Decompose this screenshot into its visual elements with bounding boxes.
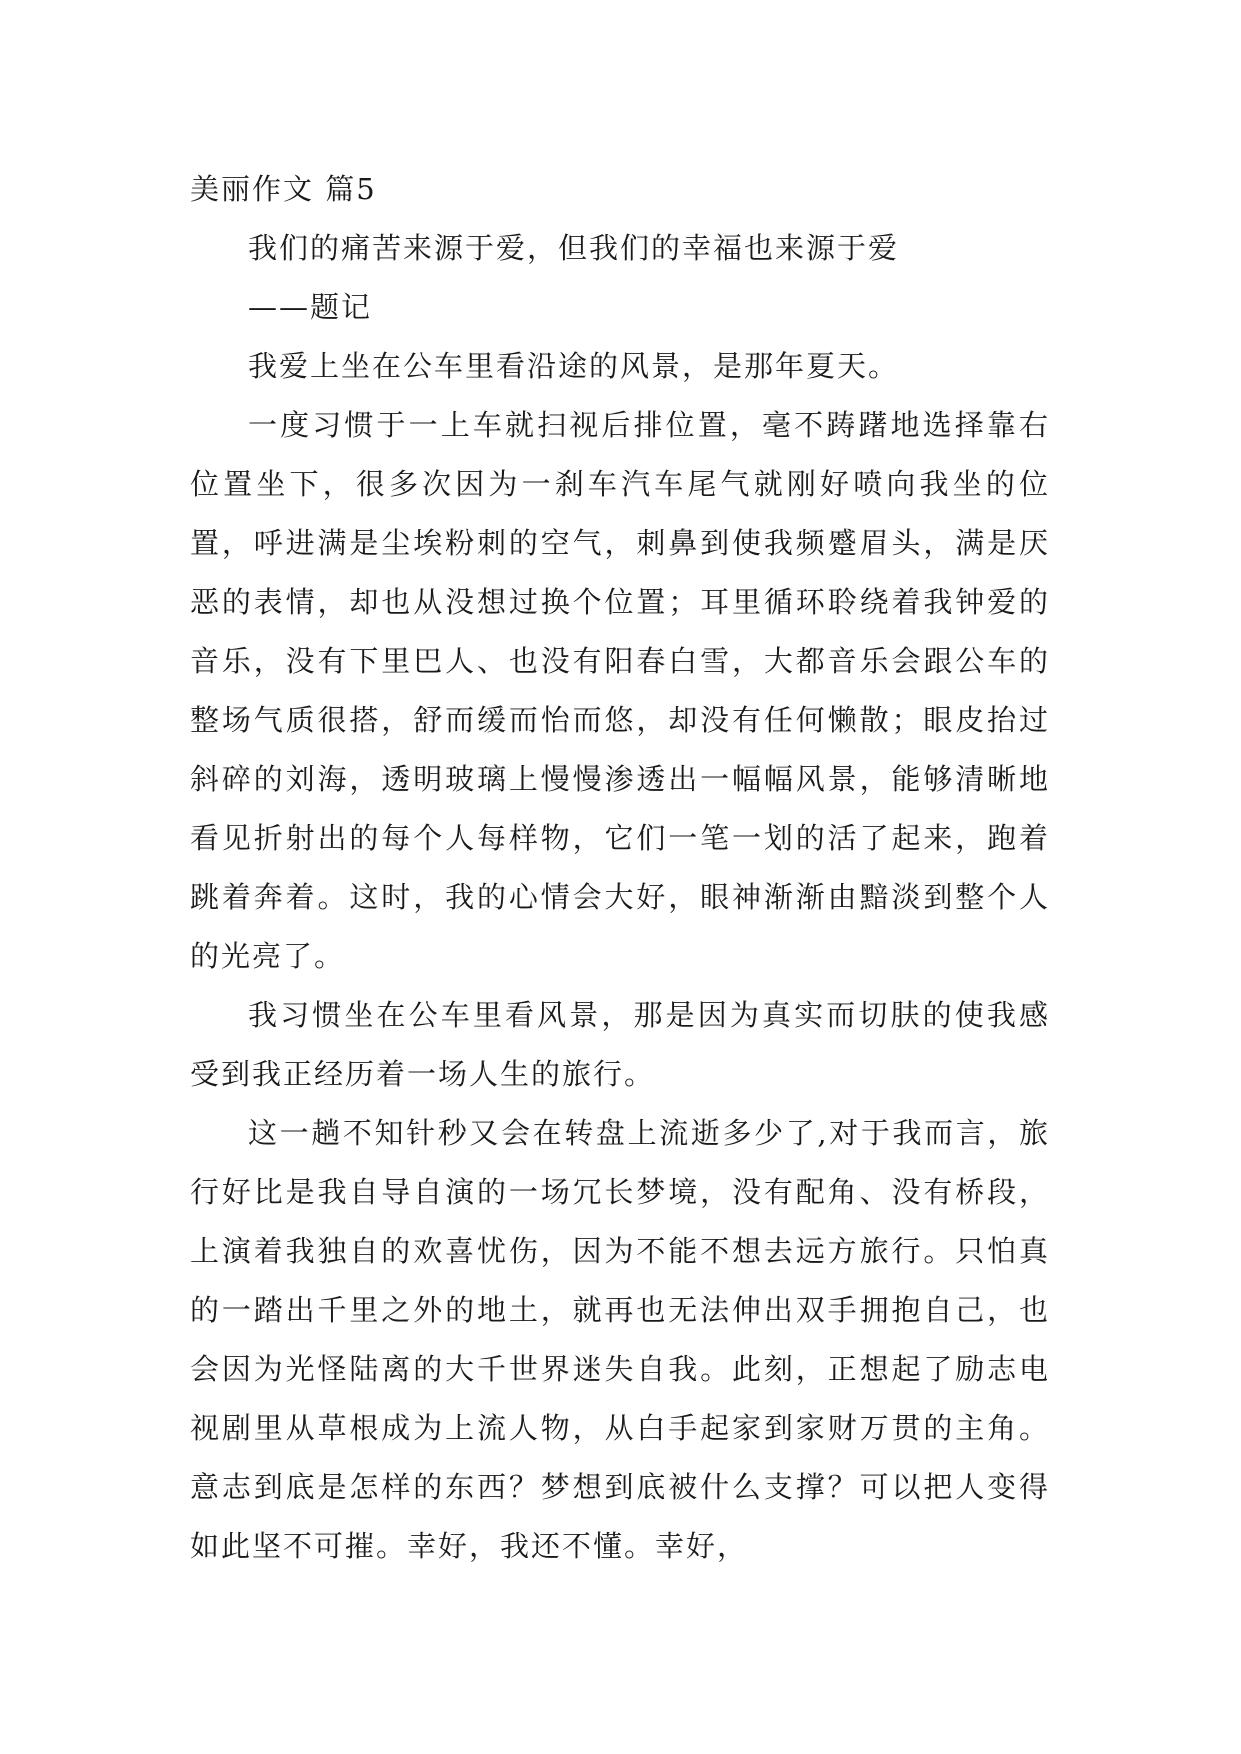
paragraph: 我爱上坐在公车里看沿途的风景，是那年夏天。 (248, 349, 900, 383)
epigraph-attribution: ——题记 (248, 290, 373, 324)
epigraph: 我们的痛苦来源于爱，但我们的幸福也来源于爱 (248, 231, 900, 265)
document-body (190, 160, 1050, 1576)
paragraph: 这一趟不知针秒又会在转盘上流逝多少了,对于我而言，旅行好比是我自导自演的一场冗长梦境，没有配角、没有桥段，上演着我独自的欢喜忧伤，因为不能不想去远方旅行。只怕真的一踏出千里之外的地土，就再也无法伸出双手拥抱自己，也会因为光怪陆离的大千世界迷失自我。此刻，正想起了励志电视剧里从草根成为上流人物，从白手起家到家财万贯的主角。意志到底是怎样的东西？梦想到底被什么支撑？可以把人变得如此坚不可摧。幸好，我还不懂。幸好， (190, 1116, 1050, 1563)
document-title: 美丽作文 篇5 (190, 172, 377, 206)
paragraph: 我习惯坐在公车里看风景，那是因为真实而切肤的使我感受到我正经历着一场人生的旅行。 (190, 998, 1050, 1091)
paragraph: 一度习惯于一上车就扫视后排位置，毫不踌躇地选择靠右位置坐下，很多次因为一刹车汽车尾气就刚好喷向我坐的位置，呼进满是尘埃粉刺的空气，刺鼻到使我频蹙眉头，满是厌恶的表情，却也从没想过换个位置；耳里循环聆绕着我钟爱的音乐，没有下里巴人、也没有阳春白雪，大都音乐会跟公车的整场气质很搭，舒而缓而怡而悠，却没有任何懒散；眼皮抬过斜碎的刘海，透明玻璃上慢慢渗透出一幅幅风景，能够清晰地看见折射出的每个人每样物，它们一笔一划的活了起来，跑着跳着奔着。这时，我的心情会大好，眼神渐渐由黯淡到整个人的光亮了。 (190, 408, 1050, 973)
